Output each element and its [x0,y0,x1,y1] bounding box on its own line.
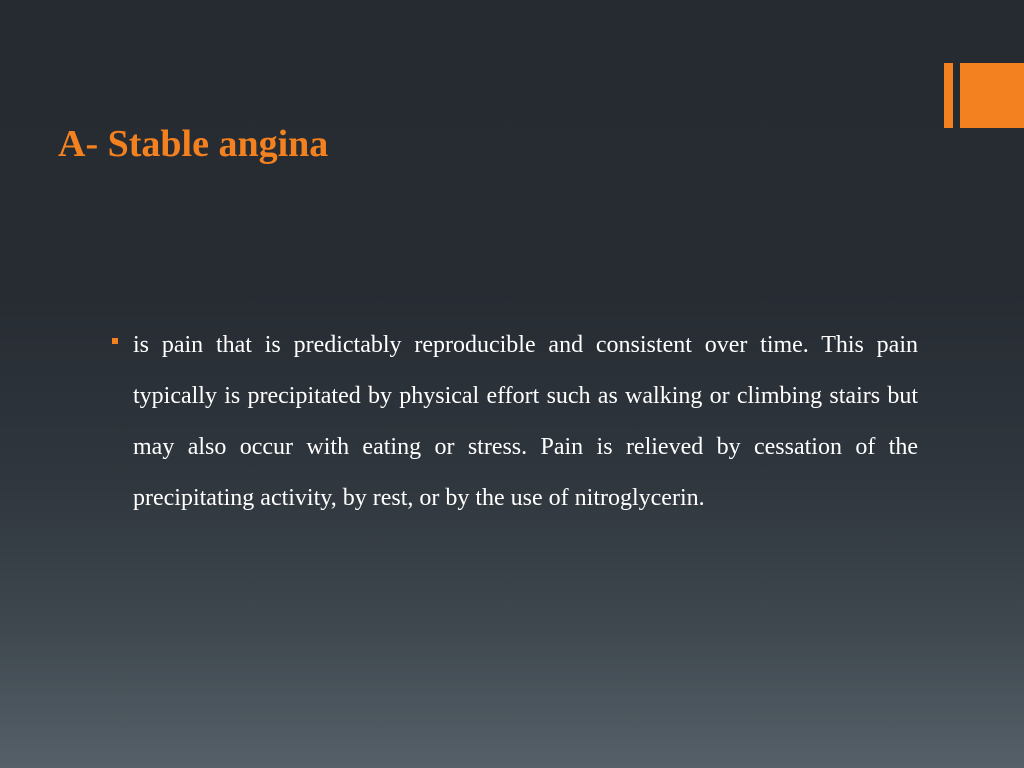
square-bullet-icon [112,338,118,344]
decorative-accent-bar-thick [960,63,1024,128]
decorative-accent-bar-thin [944,63,953,128]
bullet-list [112,320,918,524]
bullet-text: is pain that is predictably reproducible and consistent over time. This pain typically is precipitated by physical effort such as walking or climbing stairs but may also occur with eating or stress. Pain is relieved by cessation of the precipitating activity, by rest, or by the use of nitroglycerin. [133,332,918,511]
slide-title: A- Stable angina [58,123,329,165]
